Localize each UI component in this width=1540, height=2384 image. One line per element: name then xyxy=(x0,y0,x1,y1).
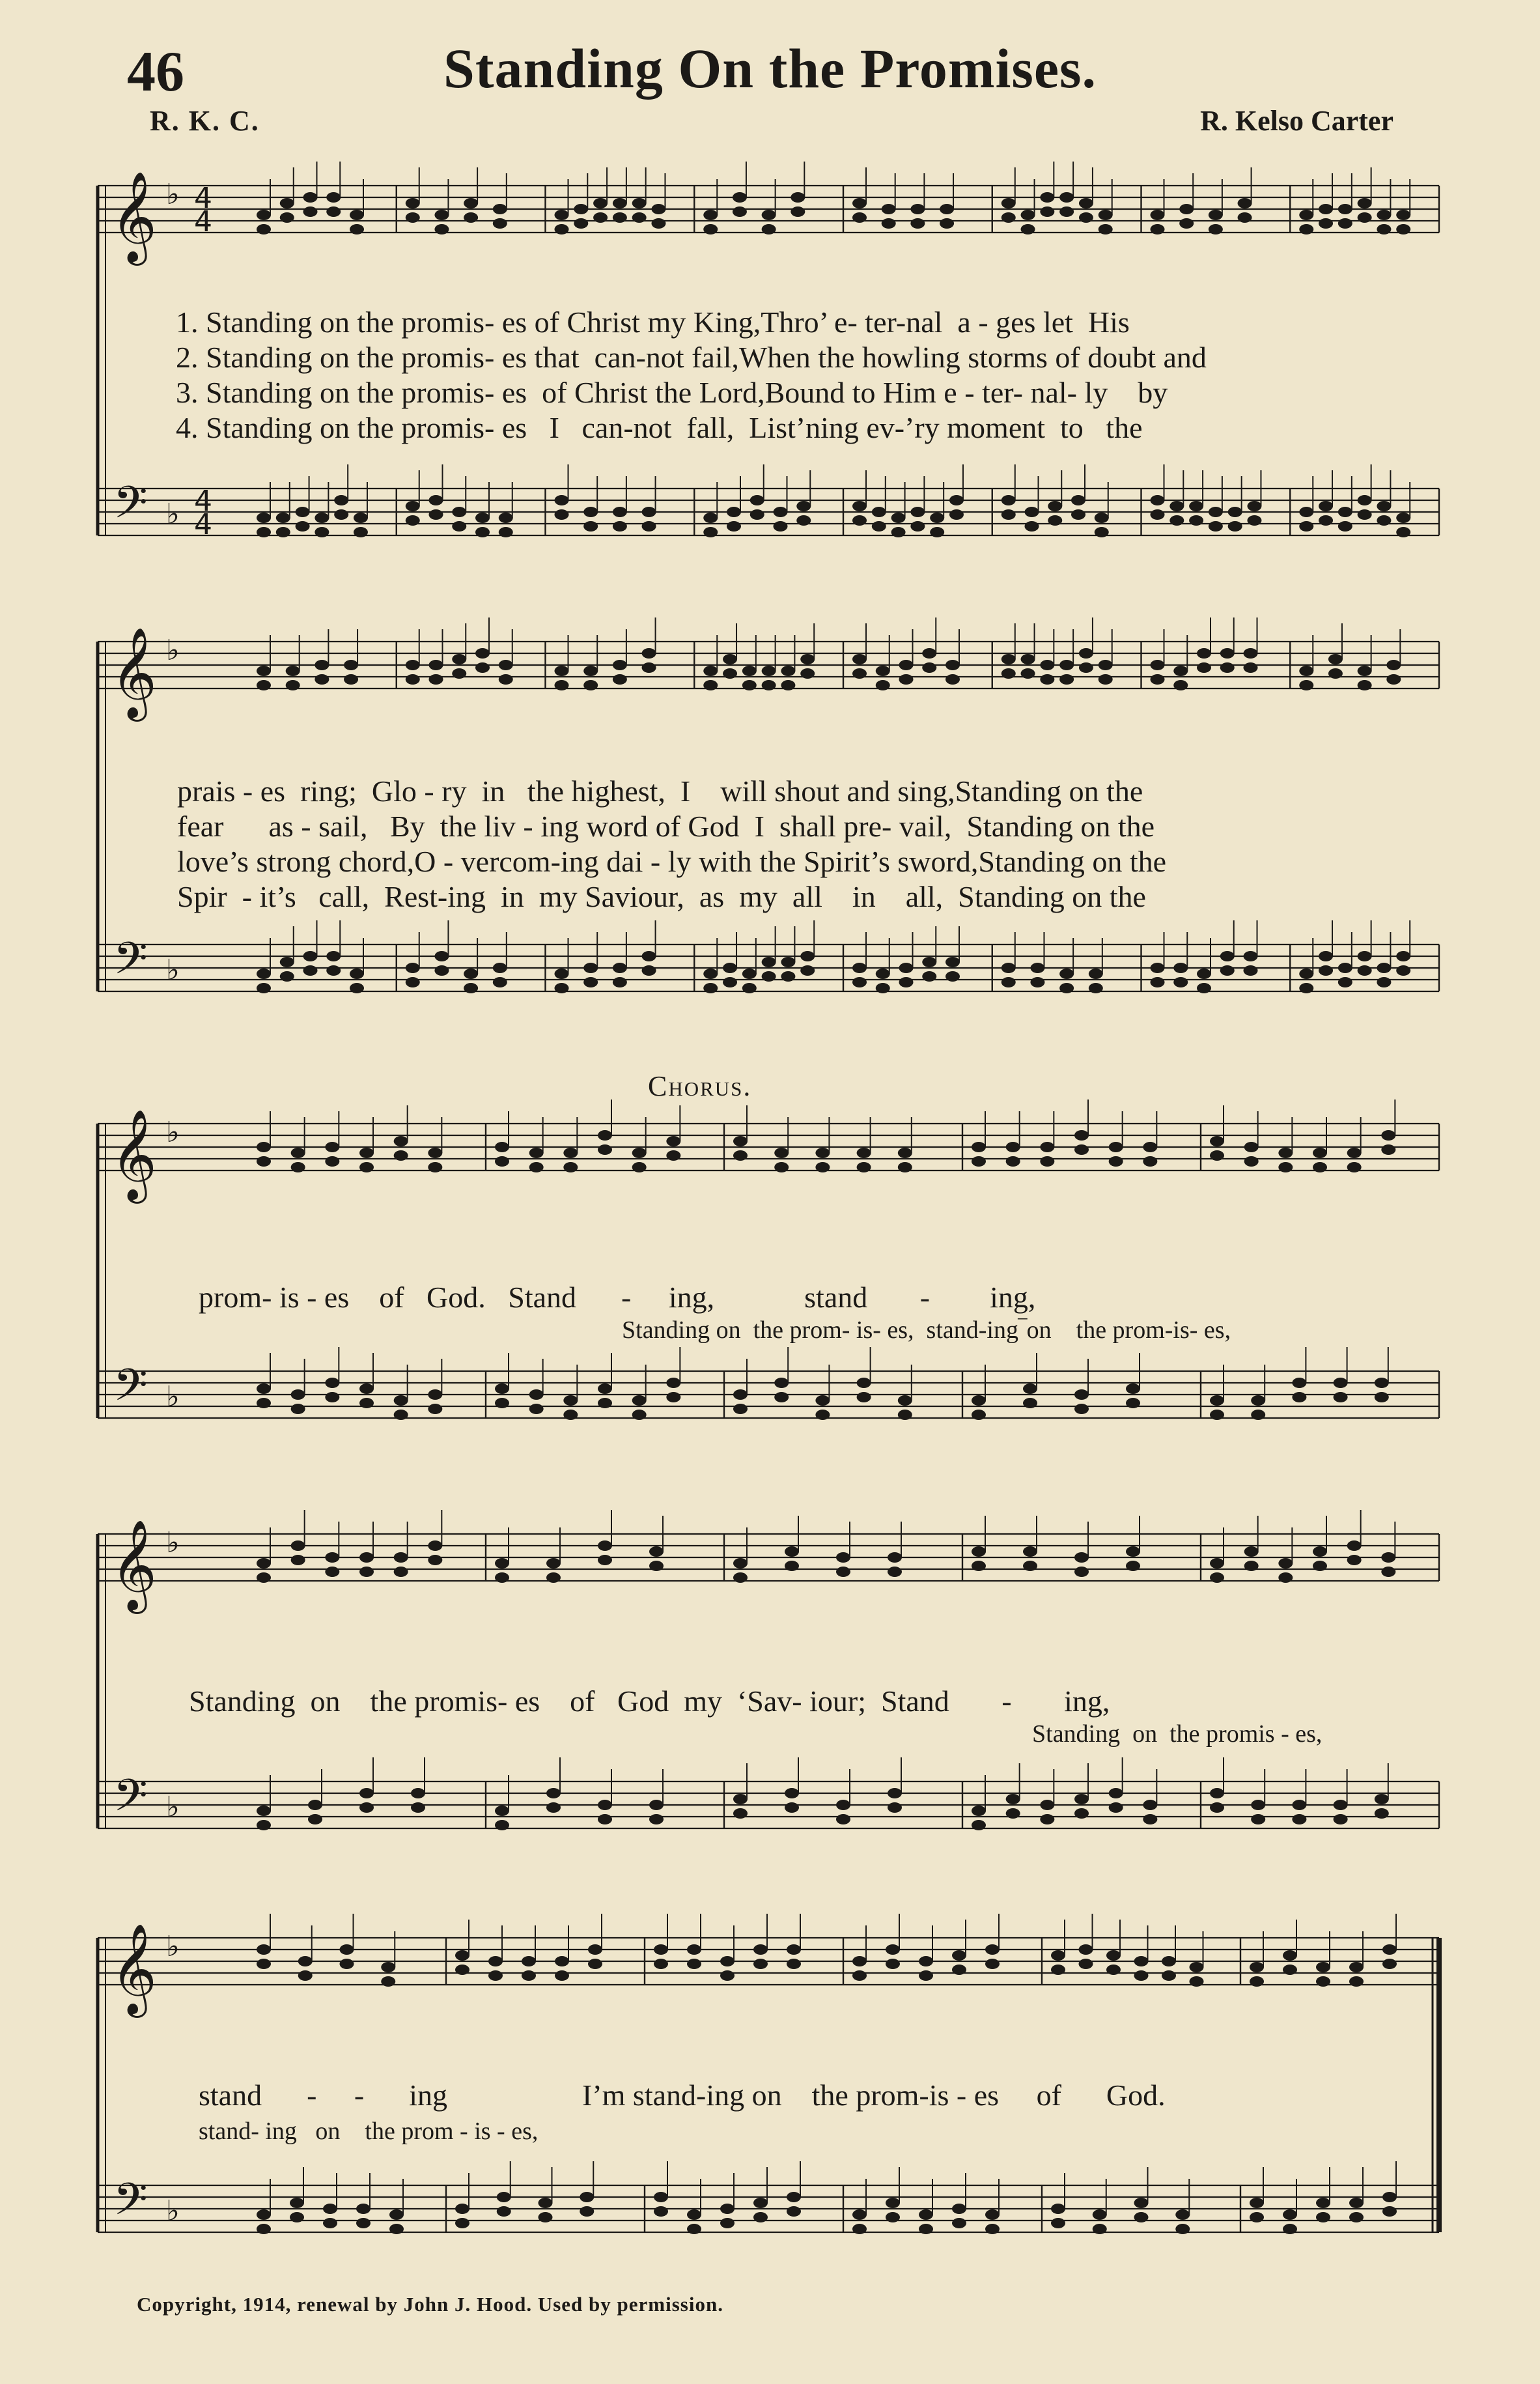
treble-clef-icon: 𝄞 xyxy=(111,1109,157,1200)
page-number: 46 xyxy=(127,40,184,104)
time-signature: 4 xyxy=(194,182,212,215)
chorus-label: Chorus. xyxy=(648,1070,752,1102)
chorus-lyric-line-1: prom- is - es of God. Stand - ing, stand - ing, xyxy=(199,1281,1036,1314)
treble-clef-icon: 𝄞 xyxy=(111,171,157,262)
flat-icon: ♭ xyxy=(166,634,180,667)
chorus-lyric-line-3: stand - - ing I’m stand-ing on the prom-is - es of God. xyxy=(199,2079,1166,2112)
bass-clef-icon: 𝄢 xyxy=(113,477,148,539)
flat-icon: ♭ xyxy=(166,1791,180,1824)
chorus-bass-lyric-line-3: stand- ing on the prom - is - es, xyxy=(199,2118,539,2145)
time-signature: 4 xyxy=(194,485,212,518)
author-credit: R. Kelso Carter xyxy=(1200,105,1393,137)
bass-staff xyxy=(98,2185,1439,2232)
verse-2-line-1: 2. Standing on the promis- es that can-not fail,When the howling storms of doubt and xyxy=(176,341,1207,374)
chorus-bass-lyric-line-1: Standing on the prom- is- es, stand-ing‾on the prom-is- es, xyxy=(622,1316,1231,1344)
verse-3-line-2: love’s strong chord,O - vercom-ing dai - ly with the Spirit’s sword,Standing on the xyxy=(177,845,1167,878)
bass-clef-icon: 𝄢 xyxy=(113,2174,148,2236)
chorus-lyric-line-2: Standing on the promis- es of God my ‘Sav- iour; Stand - ing, xyxy=(189,1684,1110,1718)
flat-icon: ♭ xyxy=(166,498,180,531)
composer-initials: R. K. C. xyxy=(150,105,260,137)
flat-icon: ♭ xyxy=(166,954,180,987)
verse-1-line-2: prais - es ring; Glo - ry in the highest, I will shout and sing,Standing on the xyxy=(177,774,1143,808)
verse-1-line-1: 1. Standing on the promis- es of Christ my King,Thro’ e- ter-nal a - ges let His xyxy=(176,305,1130,339)
flat-icon: ♭ xyxy=(166,1930,180,1963)
song-title: Standing On the Promises. xyxy=(443,37,1097,100)
copyright-notice: Copyright, 1914, renewal by John J. Hood. Used by permission. xyxy=(137,2293,723,2316)
flat-icon: ♭ xyxy=(166,2194,180,2228)
flat-icon: ♭ xyxy=(166,1116,180,1149)
bass-staff xyxy=(98,944,1439,991)
bass-clef-icon: 𝄢 xyxy=(113,1770,148,1832)
bass-staff xyxy=(98,1781,1439,1828)
verse-4-line-1: 4. Standing on the promis- es I can-not fall, List’ning ev-’ry moment to the xyxy=(176,411,1143,444)
verse-2-line-2: fear as - sail, By the liv - ing word of God I shall pre- vail, Standing on the xyxy=(177,810,1155,843)
flat-icon: ♭ xyxy=(166,1526,180,1559)
verse-4-line-2: Spir - it’s call, Rest-ing in my Saviour, as my all in all, Standing on the xyxy=(177,880,1146,913)
bass-clef-icon: 𝄢 xyxy=(113,1360,148,1422)
treble-clef-icon: 𝄞 xyxy=(111,1923,157,2014)
chorus-bass-lyric-line-2: Standing on the promis - es, xyxy=(1032,1720,1323,1748)
treble-clef-icon: 𝄞 xyxy=(111,627,157,718)
flat-icon: ♭ xyxy=(166,178,180,211)
flat-icon: ♭ xyxy=(166,1380,180,1413)
verse-3-line-1: 3. Standing on the promis- es of Christ the Lord,Bound to Him e - ter- nal- ly by xyxy=(176,376,1168,409)
time-signature: 4 xyxy=(194,205,212,238)
bass-clef-icon: 𝄢 xyxy=(113,933,148,995)
treble-clef-icon: 𝄞 xyxy=(111,1520,157,1610)
time-signature: 4 xyxy=(194,508,212,541)
